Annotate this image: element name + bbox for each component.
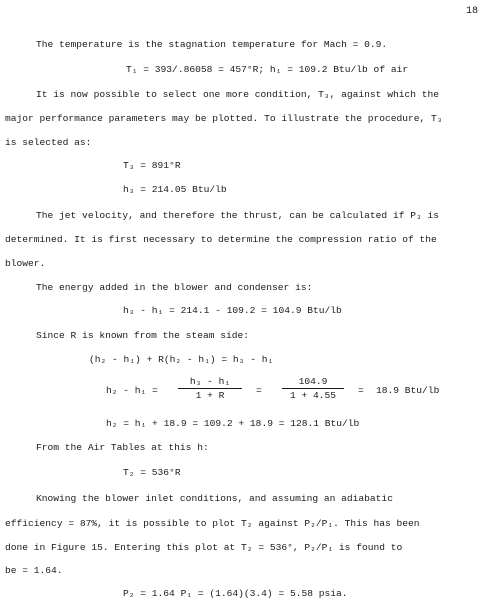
fraction-1-numerator: h₃ - h₁ xyxy=(189,376,231,387)
fraction-2 xyxy=(282,376,344,401)
text-line: It is now possible to select one more condition, T₃, against which the xyxy=(36,89,440,100)
equation-h3: h₃ = 214.05 Btu/lb xyxy=(123,184,227,195)
fraction-1-denominator: 1 + R xyxy=(195,390,225,401)
text-line: Since R is known from the steam side: xyxy=(36,330,250,341)
text-line: Knowing the blower inlet conditions, and assuming an adiabatic xyxy=(36,493,393,504)
text-line: From the Air Tables at this h: xyxy=(36,442,209,453)
fraction-2-denominator: 1 + 4.55 xyxy=(289,390,337,401)
equation-energy-added: h₃ - h₁ = 214.1 - 109.2 = 104.9 Btu/lb xyxy=(123,305,342,316)
equation-balance: (h₂ - h₁) + R(h₂ - h₁) = h₃ - h₁ xyxy=(89,354,274,365)
equals-sign: = xyxy=(358,385,364,396)
text-line: be = 1.64. xyxy=(5,565,63,576)
equation-p2: P₂ = 1.64 P₁ = (1.64)(3.4) = 5.58 psia. xyxy=(123,588,348,599)
fraction-2-numerator: 104.9 xyxy=(298,376,328,387)
text-line: is selected as: xyxy=(5,137,92,148)
text-line: major performance parameters may be plotted. To illustrate the procedure, T₃ xyxy=(5,113,443,124)
equation-t3: T₃ = 891°R xyxy=(123,160,181,171)
text-line: The jet velocity, and therefore the thrust, can be calculated if P₃ is xyxy=(36,210,440,221)
fraction-bar xyxy=(282,388,344,389)
text-line: determined. It is first necessary to determine the compression ratio of the xyxy=(5,234,437,245)
text-line: efficiency = 87%, it is possible to plot T₂ against P₂/P₁. This has been xyxy=(5,518,420,529)
text-line: The temperature is the stagnation temperature for Mach = 0.9. xyxy=(36,39,388,50)
fraction-bar xyxy=(178,388,242,389)
fraction-equation xyxy=(106,376,446,408)
text-line: The energy added in the blower and condenser is: xyxy=(36,282,313,293)
page-number: 18 xyxy=(465,6,478,17)
text-line: done in Figure 15. Entering this plot at T₂ = 536°, P₂/P₁ is found to xyxy=(5,542,403,553)
equation-t2: T₂ = 536°R xyxy=(123,467,181,478)
text-line: blower. xyxy=(5,258,46,269)
fraction-lhs: h₂ - h₁ = xyxy=(106,385,158,396)
equation-h2: h₂ = h₁ + 18.9 = 109.2 + 18.9 = 128.1 Btu/lb xyxy=(106,418,360,429)
equation-t1: T₁ = 393/.86058 = 457°R; h₁ = 109.2 Btu/lb of air xyxy=(126,64,409,75)
fraction-result: 18.9 Btu/lb xyxy=(376,385,440,396)
fraction-1 xyxy=(178,376,242,401)
equals-sign: = xyxy=(256,385,262,396)
